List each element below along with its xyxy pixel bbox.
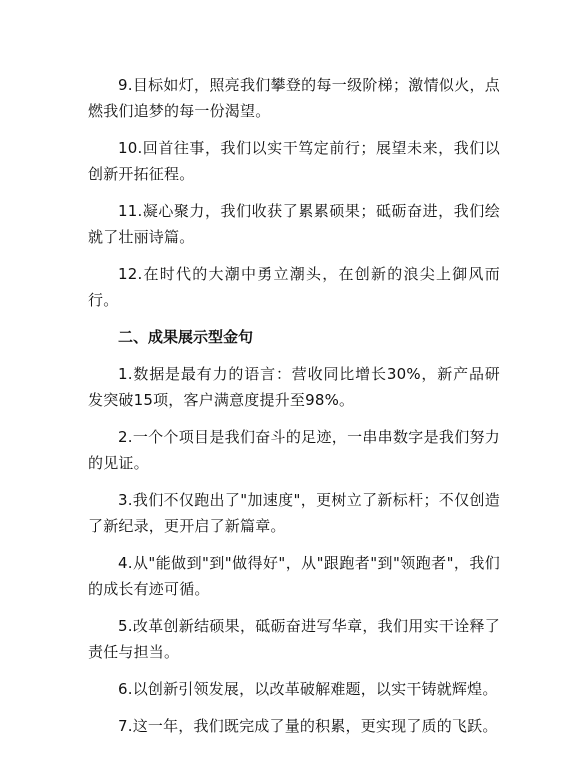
paragraph-11: 11.凝心聚力，我们收获了累累硕果；砥砺奋进，我们绘就了壮丽诗篇。	[88, 202, 500, 246]
section-paragraph-7: 7.这一年，我们既完成了量的积累，更实现了质的飞跃。	[118, 717, 498, 735]
section-paragraph-6: 6.以创新引领发展，以改革破解难题，以实干铸就辉煌。	[118, 680, 498, 698]
document-body	[88, 72, 500, 739]
section-paragraph-5: 5.改革创新结硕果，砥砺奋进写华章，我们用实干诠释了责任与担当。	[88, 617, 500, 661]
paragraph-9: 9.目标如灯，照亮我们攀登的每一级阶梯；激情似火，点燃我们追梦的每一份渴望。	[88, 76, 500, 120]
section-paragraph-3: 3.我们不仅跑出了"加速度"，更树立了新标杆；不仅创造了新纪录，更开启了新篇章。	[88, 491, 500, 535]
section-paragraph-4: 4.从"能做到"到"做得好"，从"跟跑者"到"领跑者"，我们的成长有迹可循。	[88, 554, 500, 598]
paragraph-10: 10.回首往事，我们以实干笃定前行；展望未来，我们以创新开拓征程。	[88, 139, 500, 183]
paragraph-12: 12.在时代的大潮中勇立潮头，在创新的浪尖上御风而行。	[88, 265, 500, 309]
section-paragraph-2: 2.一个个项目是我们奋斗的足迹，一串串数字是我们努力的见证。	[88, 428, 500, 472]
section-heading: 二、成果展示型金句	[118, 328, 254, 346]
section-paragraph-1: 1.数据是最有力的语言：营收同比增长30%，新产品研发突破15项，客户满意度提升至98%。	[88, 365, 500, 409]
